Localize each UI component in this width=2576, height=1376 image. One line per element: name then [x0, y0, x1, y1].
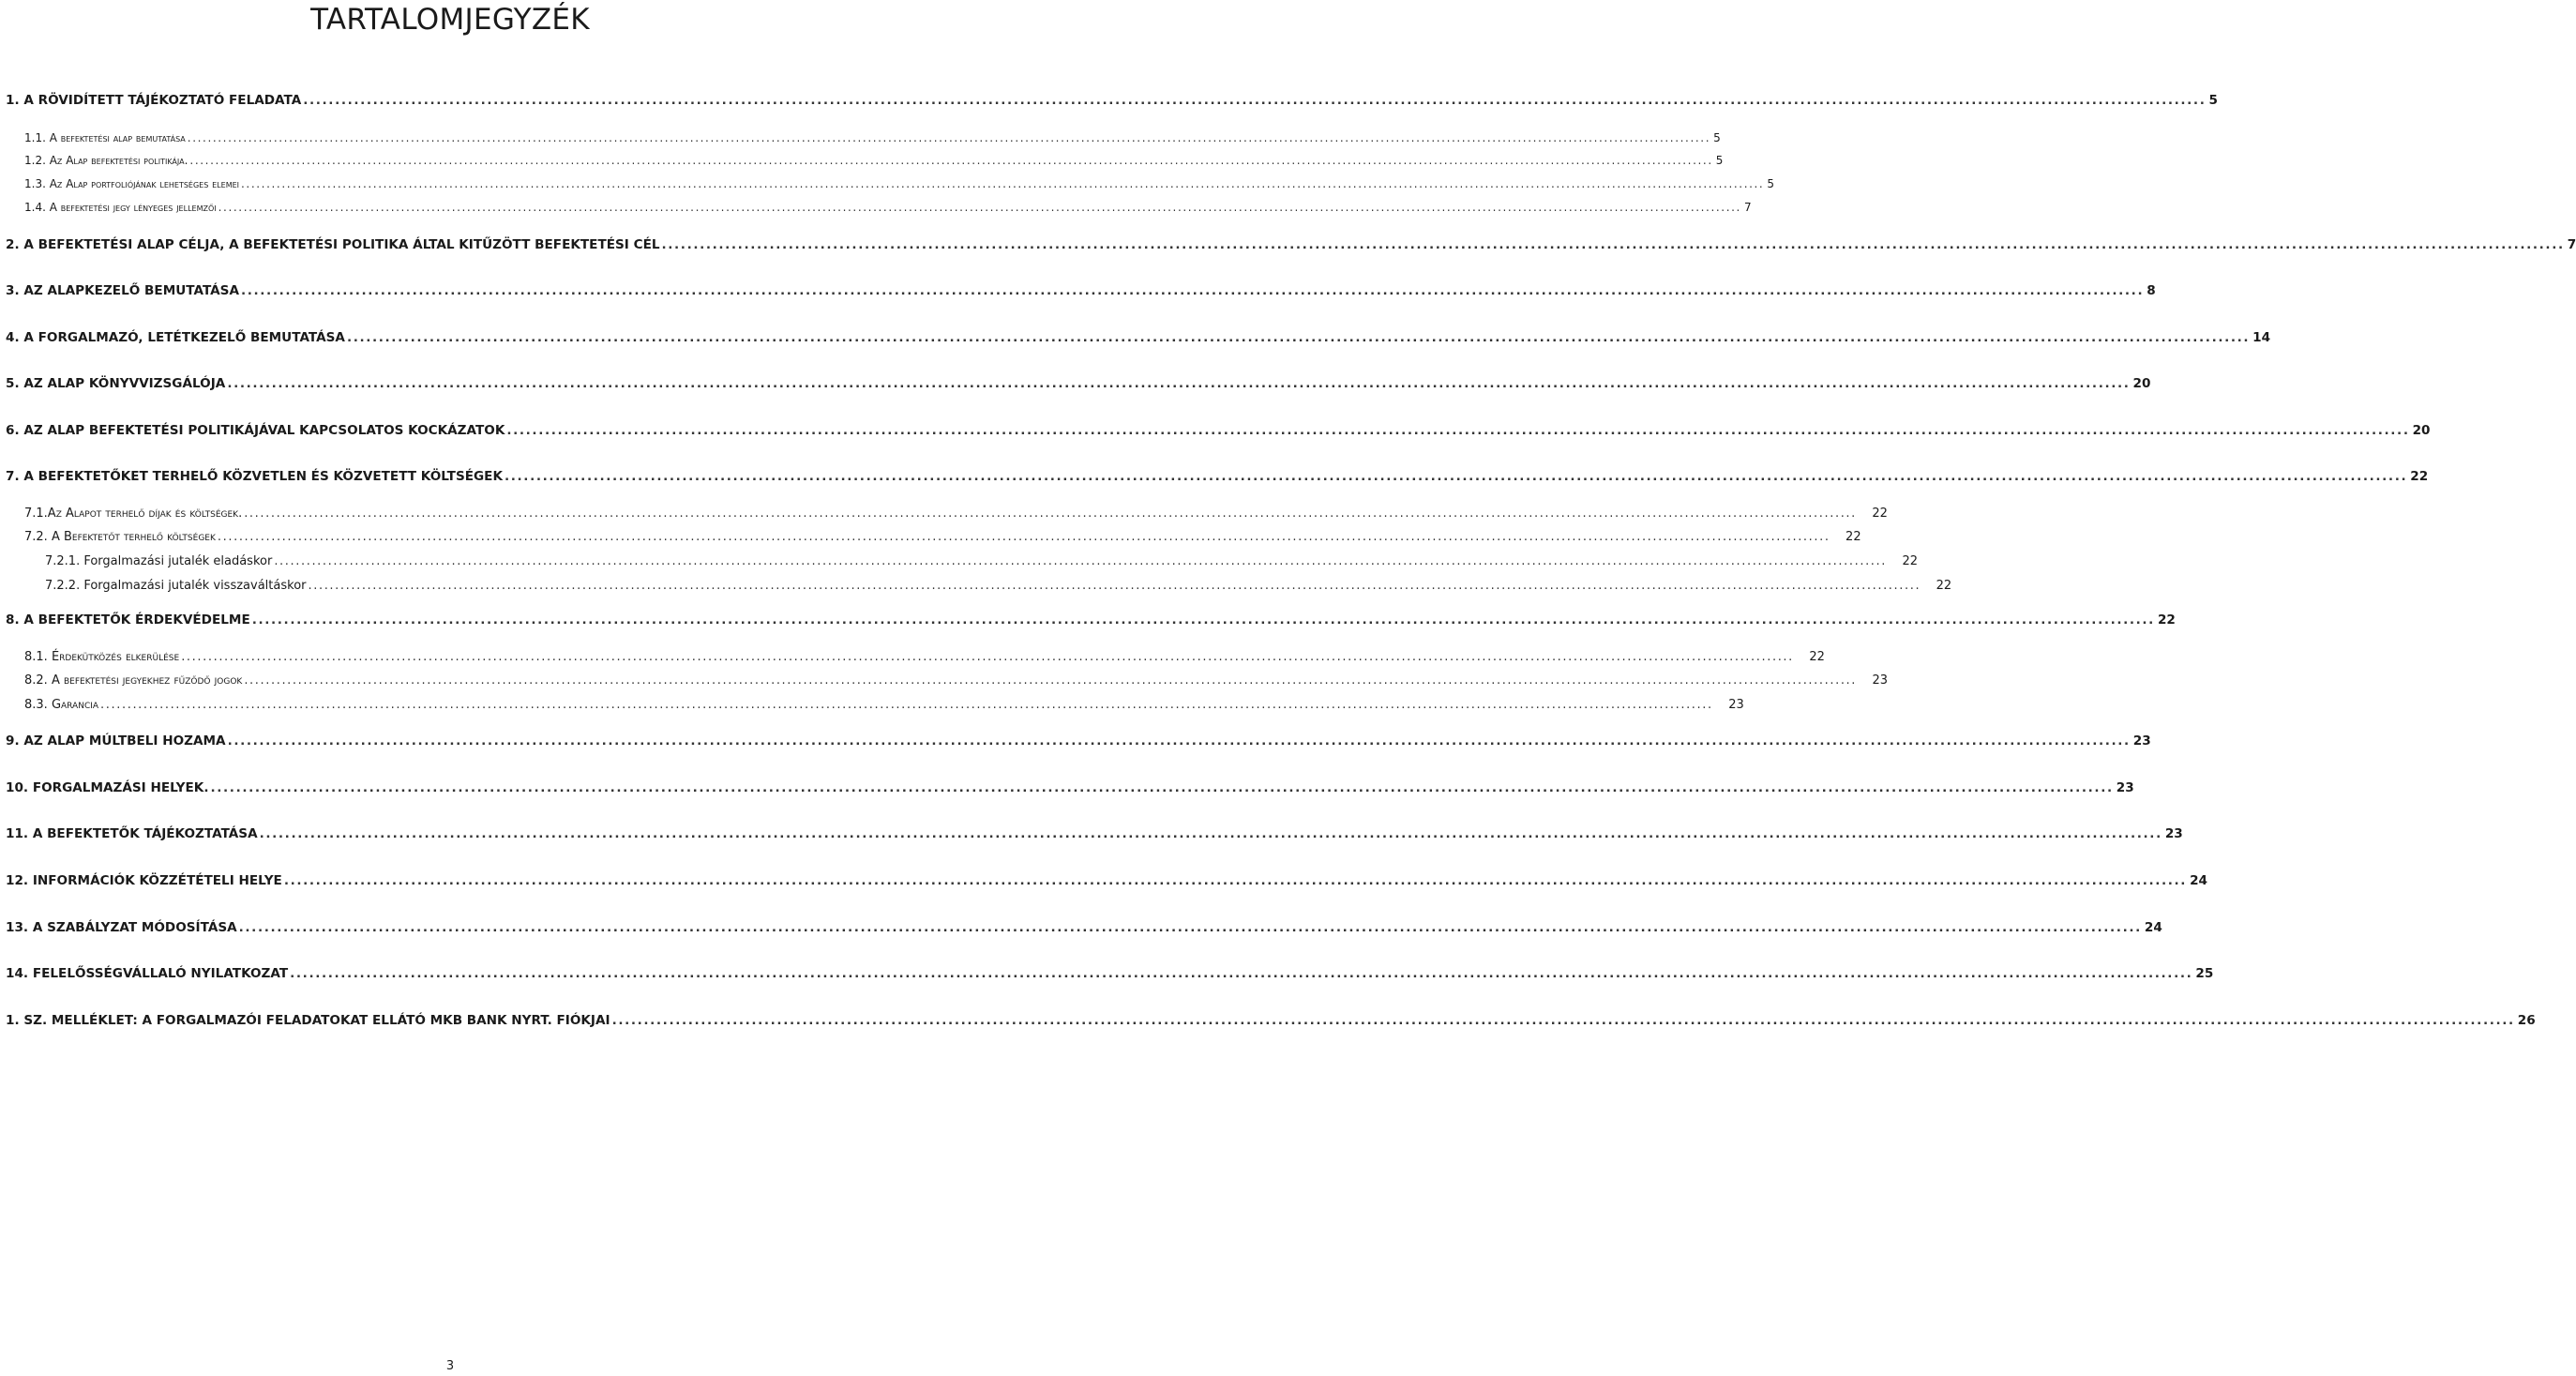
toc-entry[interactable]	[0, 469, 2429, 484]
toc-entry-label: 7.1.Az Alapot terhelő díjak és költségek.	[24, 507, 243, 521]
dot-leader: ............................................................................................................................................................................................................................................................................................................	[241, 283, 2145, 298]
toc-entry[interactable]	[0, 530, 1861, 544]
toc-entry-page-number: 7	[1743, 201, 1752, 214]
page-number: 3	[445, 1359, 455, 1373]
toc-entry[interactable]	[0, 507, 1888, 521]
toc-entry-page-number: 23	[2132, 733, 2151, 748]
toc-entry[interactable]	[0, 579, 1952, 593]
page-title: TARTALOMJEGYZÉK	[310, 3, 590, 37]
dot-leader: ............................................................................................................................................................................................................................................................................................................	[181, 650, 1794, 664]
toc-entry-page-number: 24	[2144, 920, 2162, 935]
toc-entry-page-number: 5	[1767, 177, 1774, 190]
toc-entry[interactable]	[0, 93, 2218, 108]
toc-entry-label: 7.2. A Befektetőt terhelő költségek	[24, 530, 216, 544]
toc-entry-page-number: 7	[2567, 237, 2576, 252]
toc-entry-label: 5. AZ ALAP KÖNYVVIZSGÁLÓJA	[6, 376, 226, 391]
dot-leader: ............................................................................................................................................................................................................................................................................................................	[210, 780, 2114, 795]
dot-leader: ............................................................................................................................................................................................................................................................................................................	[187, 131, 1711, 144]
dot-leader: ............................................................................................................................................................................................................................................................................................................	[346, 330, 2251, 345]
toc-entry-label: 8. A BEFEKTETŐK ÉRDEKVÉDELME	[6, 612, 250, 628]
toc-entry-label: 8.3. Garancia	[24, 698, 99, 712]
dot-leader: ............................................................................................................................................................................................................................................................................................................	[218, 201, 1741, 214]
toc-entry-page-number: 24	[2190, 873, 2207, 888]
toc-entry[interactable]	[0, 423, 2431, 438]
toc-entry-label: 1. A RÖVIDÍTETT TÁJÉKOZTATÓ FELADATA	[6, 93, 302, 108]
dot-leader: ............................................................................................................................................................................................................................................................................................................	[283, 873, 2188, 888]
toc-entry-label: 1.1. A befektetési alap bemutatása	[24, 131, 186, 144]
toc-entry-page-number: 26	[2517, 1013, 2536, 1028]
toc-entry-page-number: 22	[2410, 469, 2429, 484]
toc-entry-label: 9. AZ ALAP MÚLTBELI HOZAMA	[6, 733, 226, 748]
dot-leader: ............................................................................................................................................................................................................................................................................................................	[506, 423, 2410, 438]
dot-leader: ............................................................................................................................................................................................................................................................................................................	[303, 93, 2207, 108]
toc-entry[interactable]	[0, 131, 1721, 144]
toc-entry[interactable]	[0, 201, 1752, 214]
dot-leader: ............................................................................................................................................................................................................................................................................................................	[259, 826, 2162, 841]
dot-leader: ............................................................................................................................................................................................................................................................................................................	[505, 469, 2408, 484]
toc-entry-page-number: 22	[1936, 579, 1952, 593]
toc-entry[interactable]	[0, 554, 1919, 568]
toc-entry-label: 1.4. A befektetési jegy lényeges jellemzői	[24, 201, 217, 214]
dot-leader: ............................................................................................................................................................................................................................................................................................................	[661, 237, 2565, 252]
toc-entry-label: 7.2.2. Forgalmazási jutalék visszaváltáskor	[45, 579, 307, 593]
toc-entry-label: 4. A FORGALMAZÓ, LETÉTKEZELŐ BEMUTATÁSA	[6, 330, 345, 345]
toc-entry-label: 7.2.1. Forgalmazási jutalék eladáskor	[45, 554, 273, 568]
toc-entry-page-number: 25	[2195, 966, 2214, 981]
toc-entry-label: 10. FORGALMAZÁSI HELYEK.	[6, 780, 209, 795]
toc-entry-page-number: 8	[2147, 283, 2156, 298]
toc-entry[interactable]	[0, 1013, 2536, 1028]
toc-entry-page-number: 20	[2132, 376, 2151, 391]
toc-entry[interactable]	[0, 733, 2151, 748]
dot-leader: ............................................................................................................................................................................................................................................................................................................	[100, 698, 1713, 712]
dot-leader: ............................................................................................................................................................................................................................................................................................................	[217, 530, 1830, 544]
toc-entry-label: 7. A BEFEKTETŐKET TERHELŐ KÖZVETLEN ÉS KÖZVETETT KÖLTSÉGEK	[6, 469, 504, 484]
toc-entry-label: 13. A SZABÁLYZAT MÓDOSÍTÁSA	[6, 920, 237, 935]
toc-entry-page-number: 22	[1902, 554, 1919, 568]
toc-entry[interactable]	[0, 673, 1889, 688]
dot-leader: ............................................................................................................................................................................................................................................................................................................	[241, 177, 1765, 190]
toc-entry-label: 2. A BEFEKTETÉSI ALAP CÉLJA, A BEFEKTETÉSI POLITIKA ÁLTAL KITŰZÖTT BEFEKTETÉSI CÉL	[6, 237, 660, 252]
dot-leader: ............................................................................................................................................................................................................................................................................................................	[244, 673, 1858, 688]
toc-entry[interactable]	[0, 330, 2271, 345]
toc-entry[interactable]	[0, 154, 1724, 167]
toc-entry-page-number: 23	[1872, 673, 1889, 688]
toc-entry[interactable]	[0, 376, 2151, 391]
toc-entry-label: 12. INFORMÁCIÓK KÖZZÉTÉTELI HELYE	[6, 873, 282, 888]
dot-leader: ............................................................................................................................................................................................................................................................................................................	[274, 554, 1888, 568]
toc-entry-page-number: 22	[1845, 530, 1861, 544]
toc-entry-page-number: 5	[1713, 131, 1721, 144]
dot-leader: ............................................................................................................................................................................................................................................................................................................	[251, 612, 2155, 628]
toc-entry-label: 1.2. Az Alap befektetési politikája.	[24, 154, 188, 167]
toc-entry-page-number: 22	[2157, 612, 2176, 628]
toc-entry[interactable]	[0, 650, 1825, 664]
toc-entry-label: 8.2. A befektetési jegyekhez fűződő jogok	[24, 673, 243, 688]
toc-entry-page-number: 5	[2208, 93, 2218, 108]
toc-entry[interactable]	[0, 612, 2176, 628]
toc-entry[interactable]	[0, 237, 2576, 252]
toc-entry-page-number: 14	[2252, 330, 2271, 345]
toc-entry[interactable]	[0, 698, 1744, 712]
dot-leader: ............................................................................................................................................................................................................................................................................................................	[290, 966, 2193, 981]
toc-entry[interactable]	[0, 780, 2134, 795]
toc-entry-page-number: 23	[2116, 780, 2134, 795]
toc-entry[interactable]	[0, 283, 2156, 298]
dot-leader: ............................................................................................................................................................................................................................................................................................................	[308, 579, 1921, 593]
toc-entry-page-number: 23	[2164, 826, 2183, 841]
dot-leader: ............................................................................................................................................................................................................................................................................................................	[238, 920, 2142, 935]
toc-entry-page-number: 22	[1872, 507, 1888, 521]
dot-leader: ............................................................................................................................................................................................................................................................................................................	[244, 507, 1857, 521]
toc-entry-label: 1. SZ. MELLÉKLET: A FORGALMAZÓI FELADATOKAT ELLÁTÓ MKB BANK NYRT. FIÓKJAI	[6, 1013, 610, 1028]
toc-entry-page-number: 22	[1809, 650, 1825, 664]
toc-entry-label: 8.1. Érdekütközés elkerülése	[24, 650, 180, 664]
toc-entry[interactable]	[0, 920, 2162, 935]
dot-leader: ............................................................................................................................................................................................................................................................................................................	[189, 154, 1713, 167]
toc-entry-label: 11. A BEFEKTETŐK TÁJÉKOZTATÁSA	[6, 826, 258, 841]
toc-entry[interactable]	[0, 177, 1774, 190]
toc-entry[interactable]	[0, 966, 2214, 981]
toc-entry-label: 6. AZ ALAP BEFEKTETÉSI POLITIKÁJÁVAL KAPCSOLATOS KOCKÁZATOK	[6, 423, 505, 438]
toc-entry-page-number: 5	[1715, 154, 1724, 167]
toc-entry-label: 1.3. Az Alap portfoliójának lehetséges elemei	[24, 177, 240, 190]
dot-leader: ............................................................................................................................................................................................................................................................................................................	[611, 1013, 2515, 1028]
dot-leader: ............................................................................................................................................................................................................................................................................................................	[227, 733, 2131, 748]
toc-entry-page-number: 23	[1728, 698, 1744, 712]
toc-entry-label: 3. AZ ALAPKEZELŐ BEMUTATÁSA	[6, 283, 239, 298]
toc-entry-label: 14. FELELŐSSÉGVÁLLALÓ NYILATKOZAT	[6, 966, 289, 981]
toc-entry-page-number: 20	[2412, 423, 2431, 438]
dot-leader: ............................................................................................................................................................................................................................................................................................................	[227, 376, 2131, 391]
toc-entry[interactable]	[0, 873, 2207, 888]
toc-entry[interactable]	[0, 826, 2183, 841]
